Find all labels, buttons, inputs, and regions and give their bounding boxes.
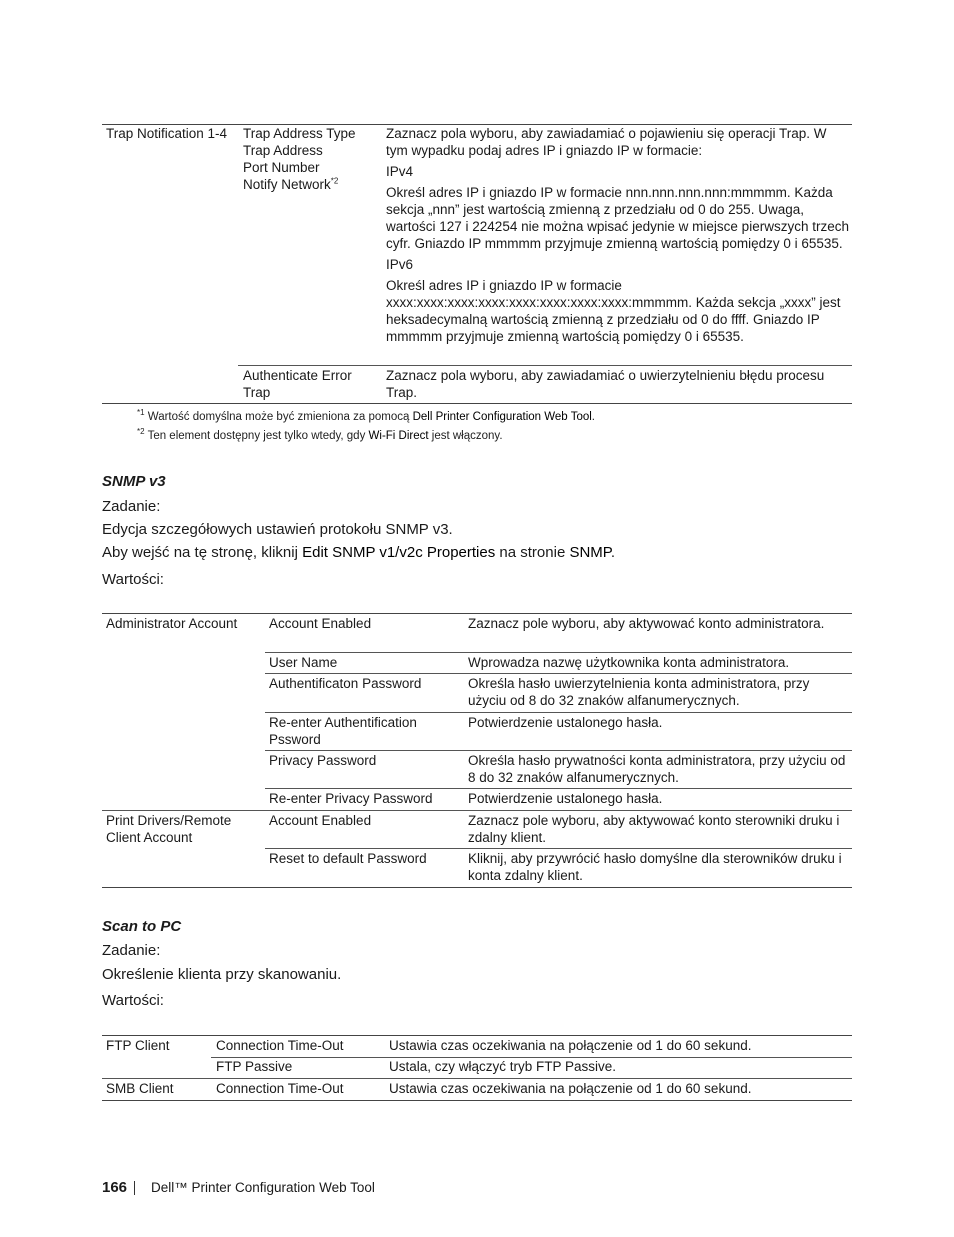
snmp-task-text: Edycja szczegółowych ustawień protokołu SNMP v3. bbox=[102, 521, 453, 538]
table-row: Privacy Password bbox=[269, 753, 377, 768]
scan-task-text: Określenie klienta przy skanowaniu. bbox=[102, 966, 342, 983]
edit-snmp-link: Edit SNMP v1/v2c Properties bbox=[302, 544, 496, 561]
footer-title: Dell™ Printer Configuration Web Tool bbox=[151, 1180, 375, 1195]
trap-intro: Zaznacz pola wyboru, aby zawiadamiać o pojawieniu się operacji Trap. W tym wypadku podaj adres IP i gniazdo IP w formacie: bbox=[386, 126, 827, 158]
table-row-desc: Zaznacz pole wyboru, aby aktywować konto administratora. bbox=[468, 616, 825, 631]
scan-group-ftp: FTP Client bbox=[106, 1038, 170, 1053]
ipv6-text: Określ adres IP i gniazdo IP w formacie xxxx:xxxx:xxxx:xxxx:xxxx:xxxx:xxxx:xxxx:mmmmm. Każda sekcja „xxxx” jest heksadecymalną wartością zmienną z przedziału od 0 do ffff. Gniazdo IP mmmmm przyjmuje zmienną wartością pomiędzy 0 i 65535. bbox=[386, 278, 841, 344]
row-divider bbox=[265, 788, 852, 789]
row-divider bbox=[265, 750, 852, 751]
group-divider bbox=[102, 810, 852, 811]
auth-error-trap-label: Authenticate Error Trap bbox=[243, 368, 352, 400]
table-row: Connection Time-Out bbox=[216, 1081, 344, 1096]
snmp-group-admin: Administrator Account bbox=[106, 616, 238, 631]
ipv4-label: IPv4 bbox=[386, 164, 414, 179]
table-row-desc: Ustawia czas oczekiwania na połączenie od 1 do 60 sekund. bbox=[389, 1038, 752, 1053]
snmp-group-print-drivers: Print Drivers/Remote Client Account bbox=[106, 813, 232, 845]
trap-items: Trap Address Type Trap Address Port Number Notify Network$^{*2}$ bbox=[243, 126, 356, 192]
trap-row-divider bbox=[238, 365, 852, 366]
table-row: Connection Time-Out bbox=[216, 1038, 344, 1053]
trap-group-label: Trap Notification 1-4 bbox=[106, 126, 228, 141]
table-row: Re-enter Privacy Password bbox=[269, 791, 433, 806]
table-row-desc: Ustawia czas oczekiwania na połączenie od 1 do 60 sekund. bbox=[389, 1081, 752, 1096]
table-row-desc: Wprowadza nazwę użytkownika konta administratora. bbox=[468, 655, 790, 670]
footnote-1: $^{*1}$ Wartość domyślna może być zmieniona za pomocą Dell Printer Configuration Web Tool. bbox=[137, 408, 595, 423]
row-divider bbox=[265, 848, 852, 849]
table-row-desc: Ustala, czy włączyć tryb FTP Passive. bbox=[389, 1059, 617, 1074]
ipv6-label: IPv6 bbox=[386, 257, 414, 272]
table-row-desc: Określa hasło prywatności konta administratora, przy użyciu od 8 do 32 znaków alfanumerycznych. bbox=[468, 753, 846, 785]
footer-separator bbox=[134, 1181, 135, 1195]
scan-table-bottom-rule bbox=[102, 1100, 852, 1101]
table-row-desc: Potwierdzenie ustalonego hasła. bbox=[468, 791, 663, 806]
group-divider bbox=[102, 1078, 852, 1079]
ipv4-text: Określ adres IP i gniazdo IP w formacie nnn.nnn.nnn.nnn:mmmmm. Każda sekcja „nnn” jest wartością zmienną z przedziału od 0 do 255. Uwaga, wartości 127 i 224254 nie można wpisać jedynie w miejsce pierwszych trzech cyfr. Gniazdo IP mmmmm przyjmuje zmienną wartością pomiędzy 0 i 65535. bbox=[386, 185, 849, 251]
auth-error-trap-desc: Zaznacz pola wyboru, aby zawiadamiać o uwierzytelnieniu błędu procesu Trap. bbox=[386, 368, 825, 400]
table-row: User Name bbox=[269, 655, 338, 670]
table-row: Re-enter Authentification Pssword bbox=[269, 715, 417, 747]
scan-heading: Scan to PC bbox=[102, 918, 182, 935]
table-row-desc: Kliknij, aby przywrócić hasło domyślne dla sterowników druku i konta zdalny klient. bbox=[468, 851, 842, 883]
snmp-heading: SNMP v3 bbox=[102, 473, 166, 490]
scan-group-smb: SMB Client bbox=[106, 1081, 174, 1096]
row-divider bbox=[265, 712, 852, 713]
trap-table-bottom-rule bbox=[102, 403, 852, 404]
trap-description bbox=[386, 125, 850, 345]
scan-table-top-rule bbox=[102, 1035, 852, 1036]
snmp-task-label: Zadanie: bbox=[102, 498, 161, 515]
table-row: Reset to default Password bbox=[269, 851, 427, 866]
table-row: Account Enabled bbox=[269, 813, 372, 828]
table-row: Account Enabled bbox=[269, 616, 372, 631]
snmp-table-top-rule bbox=[102, 613, 852, 614]
table-row-desc: Zaznacz pole wyboru, aby aktywować konto sterowniki druku i zdalny klient. bbox=[468, 813, 840, 845]
snmp-values-label: Wartości: bbox=[102, 571, 164, 588]
scan-values-label: Wartości: bbox=[102, 992, 164, 1009]
page-number: 166 bbox=[102, 1179, 128, 1196]
table-row: Authentificaton Password bbox=[269, 676, 422, 691]
snmp-table-bottom-rule bbox=[102, 887, 852, 888]
snmp-nav-text: Aby wejść na tę stronę, kliknij Edit SNMP v1/v2c Properties na stronie SNMP. bbox=[102, 544, 616, 561]
table-row: FTP Passive bbox=[216, 1059, 293, 1074]
scan-task-label: Zadanie: bbox=[102, 942, 161, 959]
footnote-2: $^{*2}$ Ten element dostępny jest tylko wtedy, gdy Wi-Fi Direct jest włączony. bbox=[137, 427, 503, 442]
row-divider bbox=[265, 652, 852, 653]
table-row-desc: Określa hasło uwierzytelnienia konta administratora, przy użyciu od 8 do 32 znaków alfanumerycznych. bbox=[468, 676, 810, 708]
row-divider bbox=[265, 673, 852, 674]
table-row-desc: Potwierdzenie ustalonego hasła. bbox=[468, 715, 663, 730]
